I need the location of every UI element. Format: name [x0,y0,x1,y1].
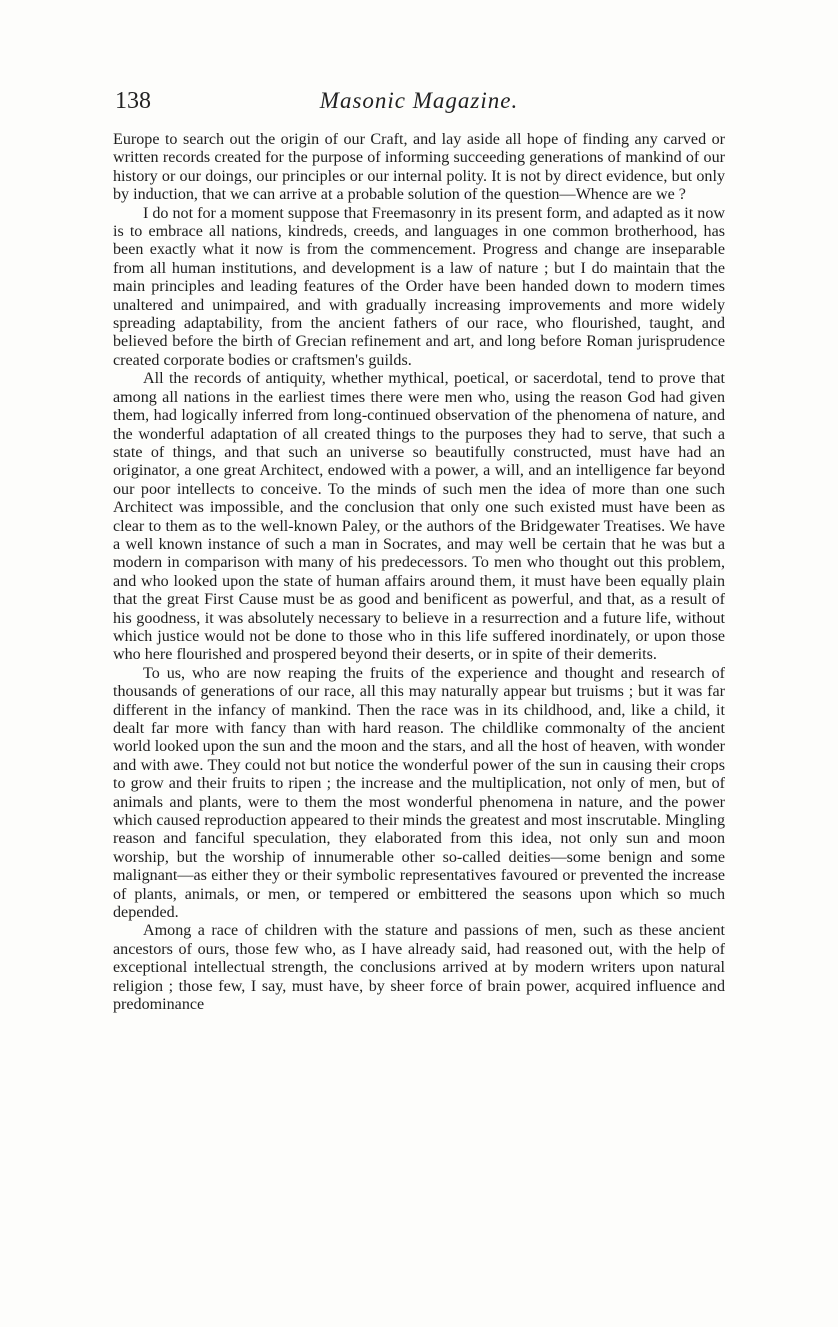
paragraph-records-of-antiquity: All the records of antiquity, whether mythical, poetical, or sacerdotal, tend to prove that among all nations in the earliest times there were men who, using the reason God had given them, had logically inferred from long-continued observation of the phenomena of nature, and the wonderful adaptation of all created things to the purposes they had to serve, that such a state of things, and that such an universe so beautifully constructed, must have had an originator, a one great Architect, endowed with a power, a will, and an intelligence far beyond our poor intellects to conceive. To the minds of such men the idea of more than one such Architect was impossible, and the conclusion that only one such existed must have been as clear to them as to the well-known Paley, or the authors of the Bridgewater Treatises. We have a well known instance of such a man in Socrates, and may well be certain that he was but a modern in comparison with many of his predecessors. To men who thought out this problem, and who looked upon the state of human affairs around them, it must have been equally plain that the great First Cause must be as good and benificent as powerful, and that, as a result of his goodness, it was absolutely necessary to believe in a resurrection and a future life, without which justice would not be done to those who in this life suffered inordinately, or upon those who here flourished and prospered beyond their deserts, or in spite of their demerits. [113,370,725,664]
paragraph-infancy-of-mankind: To us, who are now reaping the fruits of the experience and thought and research of thousands of generations of our race, all this may naturally appear but truisms ; but it was far different in the infancy of mankind. Then the race was in its childhood, and, like a child, it dealt far more with fancy than with hard reason. The childlike commonalty of the ancient world looked upon the sun and the moon and the stars, and all the host of heaven, with wonder and with awe. They could not but notice the wonderful power of the sun in causing their crops to grow and their fruits to ripen ; the increase and the multiplication, not only of men, but of animals and plants, were to them the most wonderful phenomena in nature, and the power which caused reproduction appeared to their minds the greatest and most inscrutable. Mingling reason and fanciful speculation, they elaborated from this idea, not only sun and moon worship, but the worship of innumerable other so-called deities—some benign and some malignant—as either they or their symbolic representatives favoured or prevented the increase of plants, animals, or men, or tempered or embittered the seasons upon which so much depended. [113,664,725,922]
paragraph-race-of-children: Among a race of children with the stature and passions of men, such as these ancient ancestors of ours, those few who, as I have already said, had reasoned out, with the help of exceptional intellectual strength, the conclusions arrived at by modern writers upon natural religion ; those few, I say, must have, by sheer force of brain power, acquired influence and predominance [113,922,725,1014]
page-number: 138 [115,88,151,114]
article-body [113,131,725,1015]
paragraph-continued: Europe to search out the origin of our Craft, and lay aside all hope of finding any carved or written records created for the purpose of informing succeeding generations of mankind of our history or our doings, our principles or our internal polity. It is not by direct evidence, but only by induction, that we can arrive at a probable solution of the question—Whence are we ? [113,131,725,204]
running-head [113,86,725,122]
paragraph-freemasonry-form: I do not for a moment suppose that Freemasonry in its present form, and adapted as it now is to embrace all nations, kindreds, creeds, and languages in one common brotherhood, has been exactly what it now is from the commencement. Progress and change are inseparable from all human institutions, and development is a law of nature ; but I do maintain that the main principles and leading features of the Order have been handed down to modern times unaltered and unimpaired, and with gradually increasing improvements and more widely spreading adaptability, from the ancient fathers of our race, who flourished, taught, and believed before the birth of Grecian refinement and art, and long before Roman jurisprudence created corporate bodies or craftsmen's guilds. [113,204,725,369]
journal-title: Masonic Magazine. [319,88,519,113]
